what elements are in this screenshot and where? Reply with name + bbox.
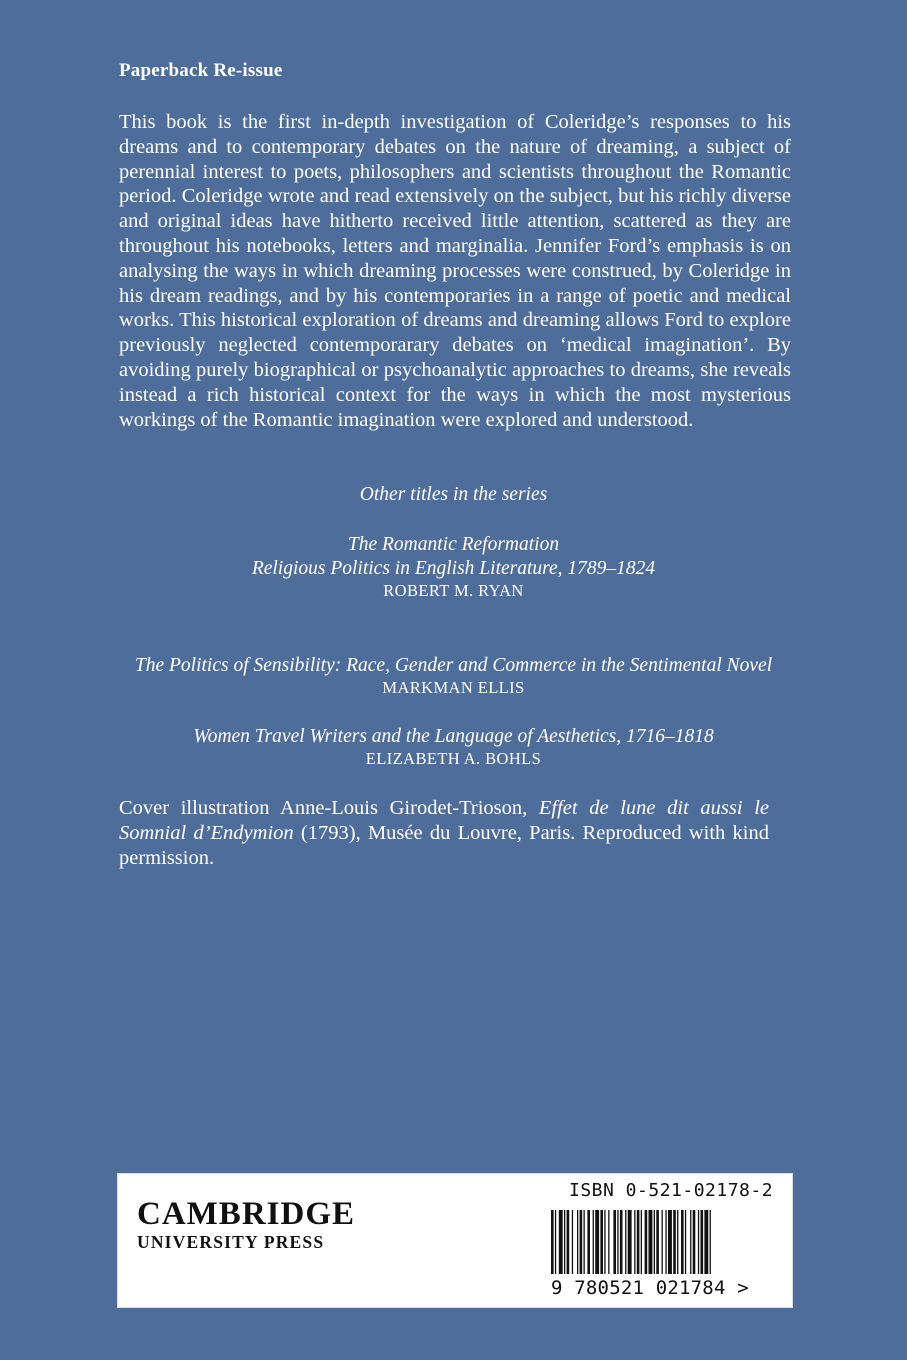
credit-suffix: (1793), Musée du Louvre, Paris. Reproduced with kind permission. <box>119 821 770 869</box>
series-author: ELIZABETH A. BOHLS <box>365 749 542 768</box>
series-author: MARKMAN ELLIS <box>382 678 525 697</box>
cover-credit <box>119 796 769 870</box>
barcode-icon <box>551 1210 771 1274</box>
series-subtitle: Religious Politics in English Literature, 1789–1824 <box>251 558 656 579</box>
series-entry <box>0 654 907 698</box>
series-heading: Other titles in the series <box>359 484 548 505</box>
publisher-logo <box>137 1196 355 1252</box>
publisher-name: CAMBRIDGE <box>137 1196 356 1232</box>
credit-artwork: Effet de lune dit aussi le Somnial d’Endymion <box>119 797 769 844</box>
series-entry <box>0 533 907 601</box>
series-author: ROBERT M. RYAN <box>383 581 524 600</box>
series-title: Women Travel Writers and the Language of Aesthetics, 1716–1818 <box>193 726 714 747</box>
book-description: This book is the first in-depth investigation of Coleridge’s responses to his dreams and to contemporary debates on the nature of dreaming, a subject of perennial interest to poets, philosophers and scientists throughout the Romantic period. Coleridge wrote and read extensively on the subject, but his richly diverse and original ideas have hitherto received little attention, scattered as they are throughout his notebooks, letters and marginalia. Jennifer Ford’s emphasis is on analysing the ways in which dreaming processes were construed, by Coleridge in his dream readings, and by his contemporaries in a range of poetic and medical works. This historical exploration of dreams and dreaming allows Ford to explore previously neglected contemporarary debates on ‘medical imagination’. By avoiding purely biographical or psychoanalytic approaches to dreams, she reveals instead a rich historical context for the ways in which the most mysterious workings of the Romantic imagination were explored and understood. <box>119 111 791 431</box>
heading: Paperback Re-issue <box>119 60 283 81</box>
series-entry <box>0 725 907 769</box>
publisher-subname: UNIVERSITY PRESS <box>137 1232 325 1252</box>
publisher-footer <box>117 1173 793 1308</box>
series-title: The Politics of Sensibility: Race, Gender and Commerce in the Sentimental Novel <box>134 655 773 676</box>
series-title: The Romantic Reformation <box>347 534 560 555</box>
isbn-label: ISBN 0-521-02178-2 <box>569 1180 774 1201</box>
credit-prefix: Cover illustration Anne-Louis Girodet-Trioson, <box>119 797 528 819</box>
barcode-digits: 9 780521 021784 > <box>551 1277 749 1299</box>
